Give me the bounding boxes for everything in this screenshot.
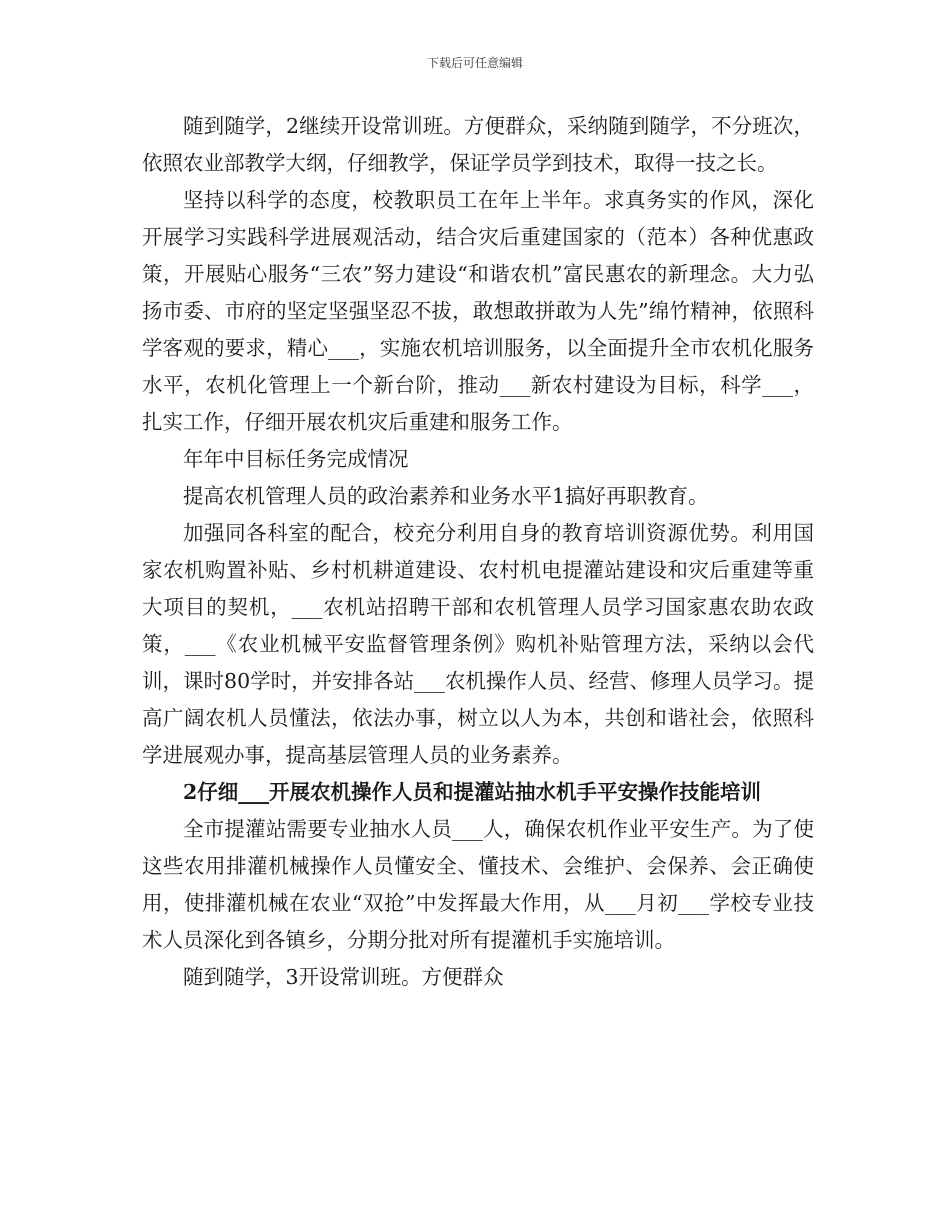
document-body [142, 108, 814, 996]
section-heading: 2仔细___开展农机操作人员和提灌站抽水机手平安操作技能培训 [183, 780, 762, 804]
paragraph: 提高农机管理人员的政治素养和业务水平1搞好再职教育。 [183, 484, 709, 508]
page-header: 下载后可任意编辑 [426, 56, 523, 70]
paragraph: 全市提灌站需要专业抽水人员___人，确保农机作业平安生产。为了使这些农用排灌机械操作人员懂安全、懂技术、会维护、会保养、会正确使用，使排灌机械在农业“双抢”中发挥最大作用，从___月初___学校专业技术人员深化到各镇乡，分期分批对所有提灌机手实施培训。 [142, 817, 814, 952]
paragraph: 年年中目标任务完成情况 [183, 447, 409, 471]
paragraph: 加强同各科室的配合，校充分利用自身的教育培训资源优势。利用国家农机购置补贴、乡村机耕道建设、农村机电提灌站建设和灾后重建等重大项目的契机，___农机站招聘干部和农机管理人员学习国家惠农助农政策，___《农业机械平安监督管理条例》购机补贴管理方法，采纳以会代训，课时80学时，并安排各站___农机操作人员、经营、修理人员学习。提高广阔农机人员懂法，依法办事，树立以人为本，共创和谐社会，依照科学进展观办事，提高基层管理人员的业务素养。 [142, 521, 814, 767]
paragraph: 随到随学，2继续开设常训班。方便群众，采纳随到随学，不分班次，依照农业部教学大纲，仔细教学，保证学员学到技术，取得一技之长。 [142, 114, 814, 175]
paragraph: 坚持以科学的态度，校教职员工在年上半年。求真务实的作风，深化开展学习实践科学进展观活动，结合灾后重建国家的（范本）各种优惠政策，开展贴心服务“三农”努力建设“和谐农机”富民惠农的新理念。大力弘扬市委、市府的坚定坚强坚忍不拔，敢想敢拼敢为人先”绵竹精神，依照科学客观的要求，精心___，实施农机培训服务，以全面提升全市农机化服务水平，农机化管理上一个新台阶，推动___新农村建设为目标，科学___，扎实工作，仔细开展农机灾后重建和服务工作。 [142, 188, 814, 434]
paragraph: 随到随学，3开设常训班。方便群众 [183, 965, 504, 989]
